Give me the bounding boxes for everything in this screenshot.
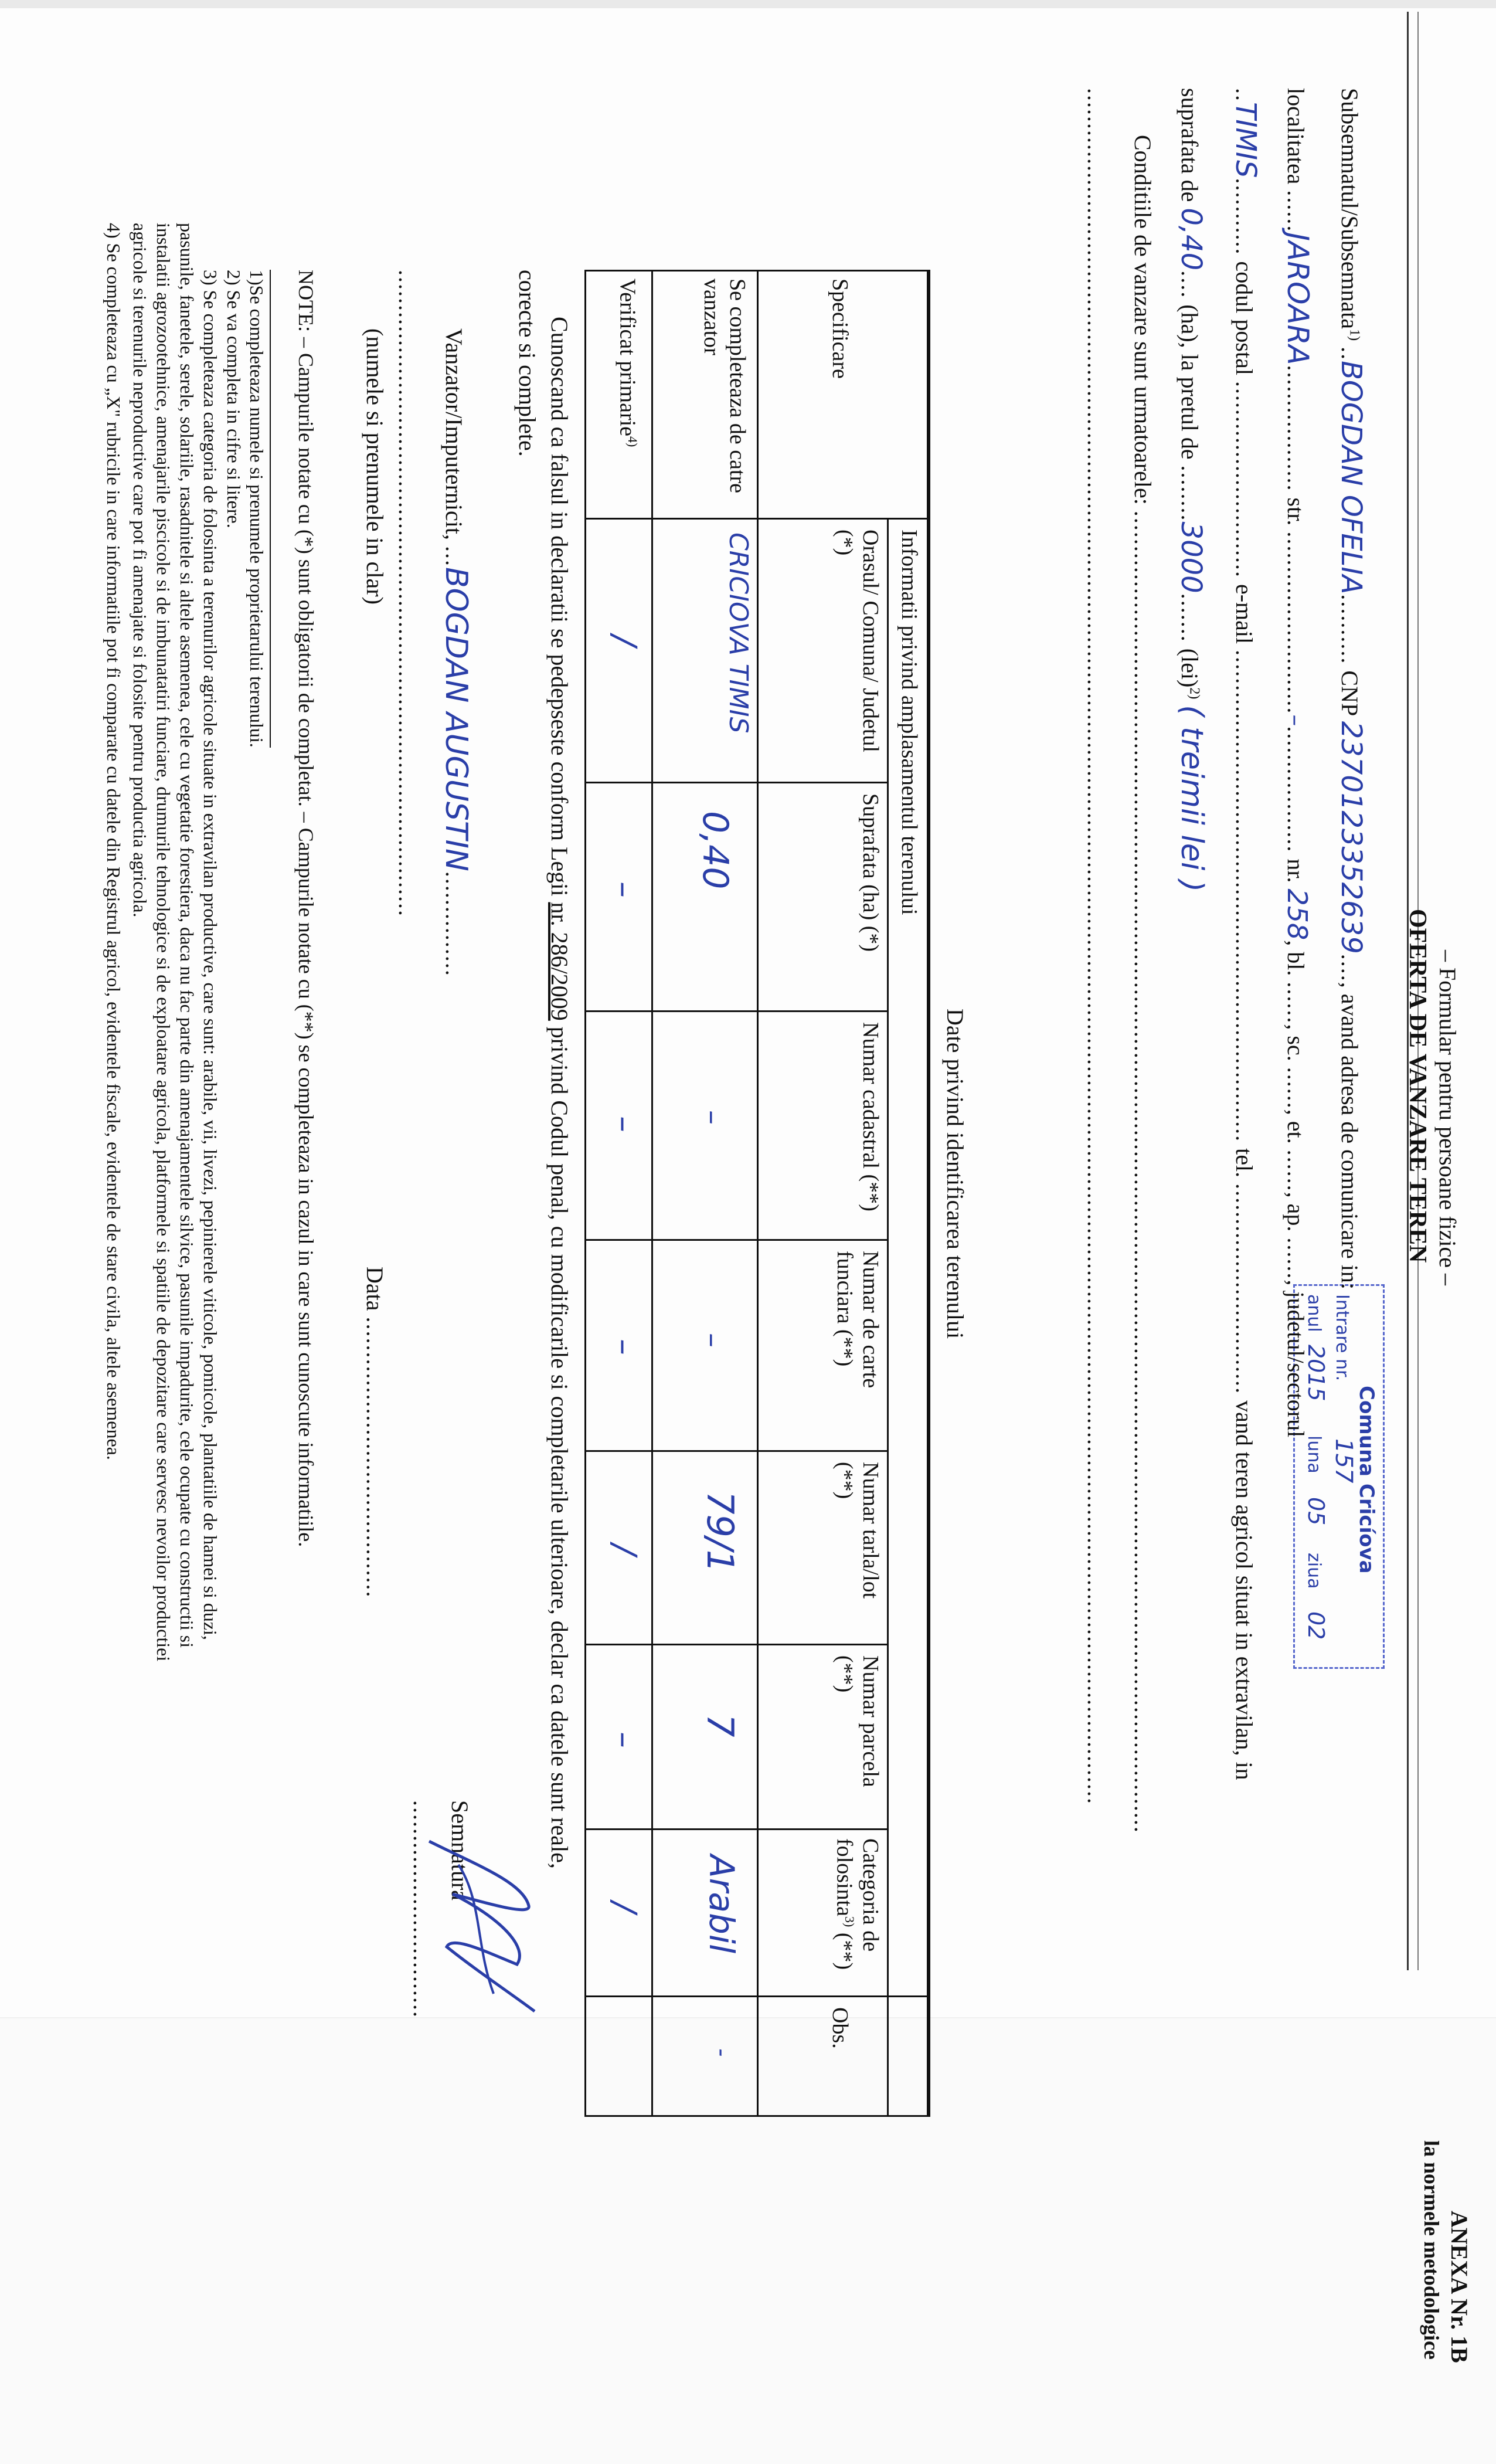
footnote-2: 2) Se va completa in cifre si litere. [223, 270, 244, 528]
col-obs: Obs. [828, 2007, 852, 2049]
localitate-value: JAROARA [1281, 232, 1315, 365]
line-conditii-2: .................................................................................................................................................................................................................................................... [1083, 88, 1109, 1805]
line-subsemnatul: Subsemnatul/Subsemnata$^{1)}$ ..BOGDAN OFELIA.......... CNP 2370123352639...., avand adresa de comunicare in: [1335, 88, 1368, 1289]
stamp-entry-number: 157 [1330, 1438, 1357, 1484]
row-verified-label: Verificat primarie$^{4)}$ [615, 279, 640, 447]
suprafata-value: 0,40 [1175, 208, 1208, 271]
stamp-commune: Comuna Cricíova [1355, 1386, 1378, 1574]
line-conditii: Conditiile de vanzare sunt urmatoarele: ............................................................................................................................................................................................ [1130, 135, 1156, 1834]
seller-obs: - [708, 2048, 735, 2057]
seller-name: BOGDAN OFELIA [1335, 361, 1368, 595]
page-title: OFERTA DE VANZARE TEREN [1404, 909, 1431, 1263]
row-spec-label: Specificare [828, 279, 852, 379]
signature-scribble [412, 1830, 546, 2023]
seller-area: 0,40 [695, 811, 736, 890]
line-cod-postal: ..TIMIS........... codul postal ............................ e-mail ...................................................................... tel. .............................. vand teren agricol situat in extravilan, in [1229, 88, 1262, 1780]
seller-location: CRICIOVA TIMIS [723, 532, 753, 734]
footnote-4: 4) Se completeaza cu „X" rubricile in care informatiile pot fi comparate cu datele din Registrul agricol, evidentele fiscale, evidentele de stare civila, altele asemenea. [103, 223, 124, 1460]
seller-cadastral: – [696, 1110, 730, 1125]
price-value: 3000 [1175, 521, 1208, 593]
col-parcela: Numar parcela (**) [832, 1655, 883, 1787]
table-top-header: Date privind identificarea terenului [942, 1009, 968, 1339]
col-location: Orasul/ Comuna/ Judetul (*) [832, 530, 883, 752]
footnote-3a: 3) Se completeaza categoria de folosinta a terenurilor agricole situate in extravilan productive, care sunt: arabile, vii, livezi, pepinierele viticole, pomicole, plantatiile de hamei si duzi, [200, 270, 221, 1640]
name-hint: (numele si prenumele in clar) [362, 328, 388, 605]
declaration-line-2: corecte si complete. [514, 270, 540, 457]
line-localitate: localitatea ......JAROARA.................. str. ..........................–.................. nr. 258, bl. ......, sc. ......, et. ......, ap. ......, judetul/sectorul [1281, 88, 1315, 1438]
group-header: Informatii privind amplasamentul terenului [897, 530, 922, 915]
stamp-month-label: luna [1304, 1435, 1324, 1474]
col-categoria: Categoria de folosinta$^{3)}$ (**) [832, 1838, 883, 1970]
verified-mark: / [605, 1544, 643, 1555]
col-tarla: Numar tarla/lot (**) [832, 1462, 883, 1599]
verified-mark: / [605, 1902, 643, 1913]
land-table [584, 270, 930, 2117]
stamp-day: 02 [1303, 1611, 1329, 1640]
signature-dots: ............................... [409, 1800, 435, 2018]
footnote-3d: agricole si terenurile neproductive care pot fi amenajate si folosite pentru productia agricola. [130, 223, 151, 918]
stamp-year-label: anul [1304, 1294, 1324, 1332]
seller-categoria: Arabil [702, 1855, 742, 1954]
signature-label: Semnatura [447, 1800, 473, 1901]
seller-tarla: 79/1 [699, 1491, 742, 1573]
verified-mark: / [605, 635, 643, 646]
verified-mark: – [605, 1116, 643, 1132]
declaration-line-1: Cunoscand ca falsul in declaratii se pedepseste conform Legii nr. 286/2009 privind Codul penal, cu modificarile si completarile ulterioare, declar ca datele sunt reale, [546, 317, 573, 1869]
verified-mark: – [605, 1732, 643, 1748]
vendor-line: Vanzator/Imputernicit, ...BOGDAN AUGUSTIN............... [438, 328, 474, 977]
stamp-day-label: ziua [1304, 1553, 1324, 1589]
price-words: ( treimii lei ) [1174, 705, 1209, 892]
annex-label: ANEXA Nr. 1B [1446, 2211, 1473, 2363]
col-carte: Numar de carte funciara (**) [832, 1251, 883, 1389]
stamp-year: 2015 [1303, 1345, 1329, 1401]
verified-mark: – [605, 881, 643, 898]
stamp-month: 05 [1303, 1497, 1329, 1526]
footnote-3b: pasunile, fanetele, serele, solariile, rasadnitele si altele asemenea, cele cu vegetatie forestiera, daca nu fac parte din amenajamentele silvice, pasunile impadurite, cele ocupate cu constructii si [176, 223, 198, 1648]
seller-cnp: 2370123352639 [1335, 721, 1368, 954]
form-subtitle: – Formular pentru persoane fizice – [1434, 950, 1461, 1286]
row-seller-label: Se completeaza de catre vanzator [699, 279, 750, 494]
note-main: NOTE: – Campurile notate cu (*) sunt obligatorii de completat. – Campurile notate cu (**) se completeaza in cazul in care sunt cunoscute informatiile. [294, 270, 318, 1547]
line-suprafata: suprafata de 0,40.... (ha), la pretul de ........3000....... (lei)$^{2)}$ ( treimii lei ) [1174, 88, 1209, 892]
date-line: Data ........................................ [362, 1267, 388, 1598]
judet-value: TIMIS [1229, 102, 1262, 178]
seller-carte: – [696, 1333, 730, 1348]
vendor-name: BOGDAN AUGUSTIN [438, 566, 474, 871]
col-area: Suprafata (ha) (*) [858, 793, 883, 952]
footnote-3c: instalatii agrozootehnice, amenajarile piscicole si de imbunatatiri funciare, drumurile tehnologice si de exploatare agricola, platformele si spatiile de depozitare care servesc nevoilor productiei [153, 223, 174, 1662]
col-cadastral: Numar cadastral (**) [858, 1022, 883, 1211]
stamp-entry-label: Intrare nr. [1332, 1294, 1352, 1382]
vendor-dots: ............................................................................................ [394, 270, 420, 917]
seller-parcela: 7 [699, 1714, 742, 1737]
footnote-1: 1)Se completeaza numele si prenumele proprietarului terenului. [246, 270, 271, 748]
annex-sub: la normele metodologice [1420, 2140, 1443, 2360]
verified-mark: – [605, 1339, 643, 1355]
